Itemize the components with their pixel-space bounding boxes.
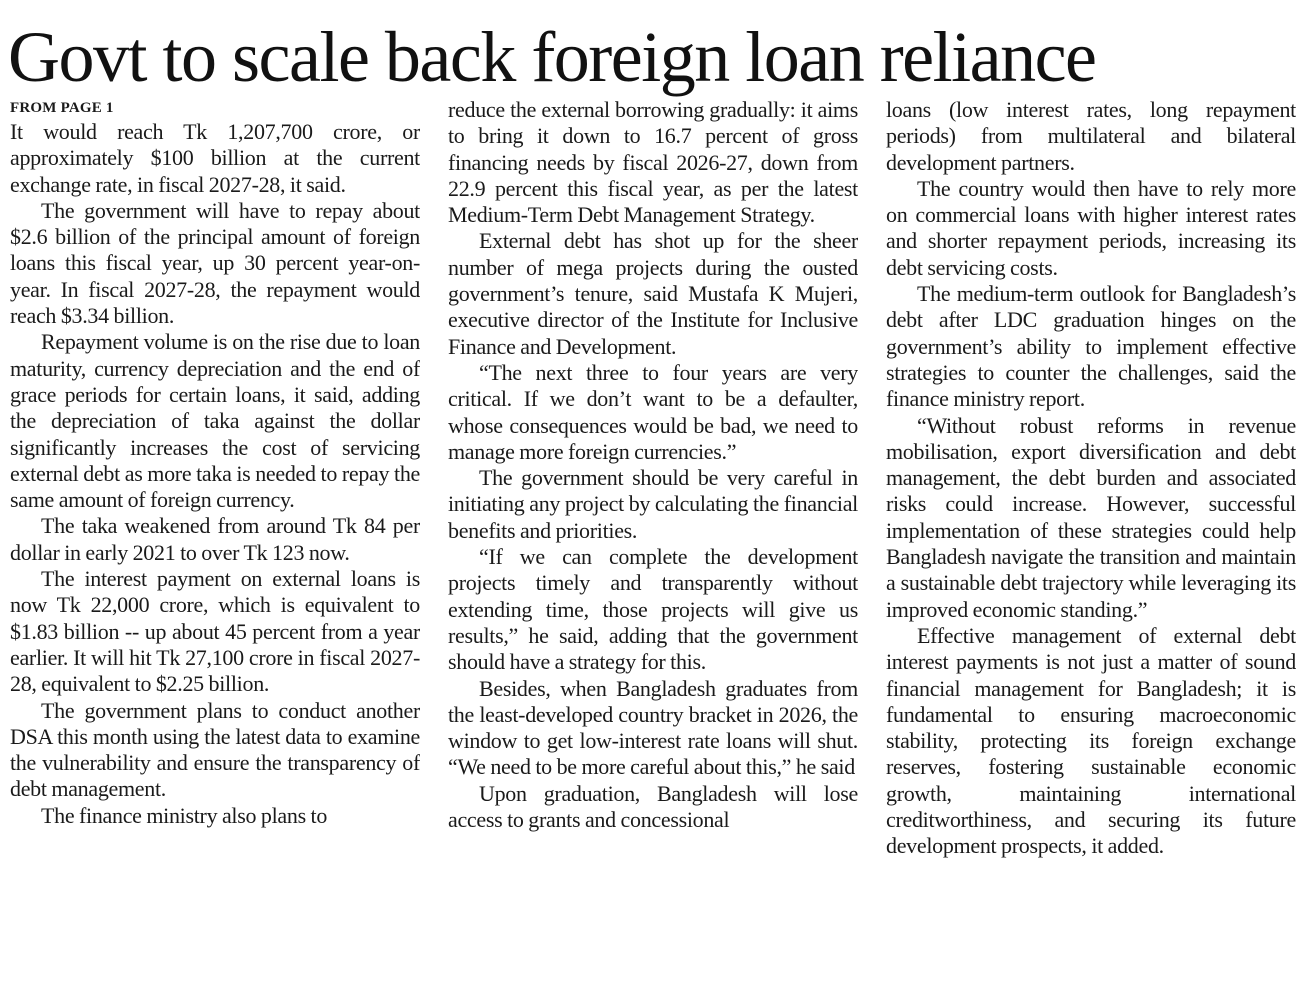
paragraph: The government will have to repay about $2.6 billion of the principal amount of foreign loans this fiscal year, up 30 percent year-on-year. In fiscal 2027-28, the repayment would reach $3.34 billion.: [10, 197, 420, 329]
paragraph: The interest payment on external loans is now Tk 22,000 crore, which is equivalent to $1.83 billion -- up about 45 percent from a year earlier. It will hit Tk 27,100 crore in fiscal 2027-28, equivalent to $2.25 billion.: [10, 566, 420, 697]
paragraph: Effective management of external debt interest payments is not just a matter of sound financial management for Bangladesh; it is fundamental to ensuring macroeconomic stability, protecting its foreign exchange reserves, fostering sustainable economic growth, maintaining international creditworthiness, and securing its future development prospects, it added.: [886, 622, 1296, 859]
paragraph: reduce the external borrowing gradually: it aims to bring it down to 16.7 percent of gross financing needs by fiscal 2026-27, down from 22.9 percent this fiscal year, as per the latest Medium-Term Debt Management Strategy.: [448, 97, 858, 228]
paragraph: Besides, when Bangladesh graduates from the least-developed country bracket in 2026, the window to get low-interest rate loans will shut. “We need to be more careful about this,” he said: [448, 675, 858, 780]
article-column-2: [448, 97, 858, 1002]
paragraph: loans (low interest rates, long repayment periods) from multilateral and bilateral development partners.: [886, 97, 1296, 175]
paragraph: Upon graduation, Bangladesh will lose access to grants and concessional: [448, 780, 858, 833]
paragraph: “The next three to four years are very critical. If we don’t want to be a defaulter, whose consequences would be bad, we need to manage more foreign currencies.”: [448, 359, 858, 464]
paragraph: “Without robust reforms in revenue mobilisation, export diversification and debt management, the debt burden and associated risks could increase. However, successful implementation of these strategies could help Bangladesh navigate the transition and maintain a sustainable debt trajectory while leveraging its improved economic standing.”: [886, 412, 1296, 622]
paragraph: The medium-term outlook for Bangladesh’s debt after LDC graduation hinges on the government’s ability to implement effective strategies to counter the challenges, said the finance ministry report.: [886, 281, 1296, 412]
paragraph: “If we can complete the development projects timely and transparently without extending time, those projects will give us results,” he said, adding that the government should have a strategy for this.: [448, 544, 858, 675]
paragraph: The finance ministry also plans to: [41, 802, 328, 828]
headline: Govt to scale back foreign loan reliance: [8, 17, 1096, 97]
paragraph: Repayment volume is on the rise due to loan maturity, currency depreciation and the end of grace periods for certain loans, it said, adding the depreciation of taka against the dollar significantly increases the cost of servicing external debt as more taka is needed to repay the same amount of foreign currency.: [10, 329, 420, 513]
paragraph: The taka weakened from around Tk 84 per dollar in early 2021 to over Tk 123 now.: [10, 513, 420, 565]
article-column-1: [10, 97, 420, 1002]
paragraph: The government should be very careful in initiating any project by calculating the financial benefits and priorities.: [448, 465, 858, 543]
paragraph: The government plans to conduct another DSA this month using the latest data to examine the vulnerability and ensure the transparency of debt management.: [10, 697, 420, 802]
article-column-3: [886, 97, 1296, 1002]
continuation-kicker: FROM PAGE 1: [10, 100, 114, 116]
paragraph: External debt has shot up for the sheer number of mega projects during the ousted government’s tenure, said Mustafa K Mujeri, executive director of the Institute for Inclusive Finance and Development.: [448, 228, 858, 359]
paragraph: The country would then have to rely more on commercial loans with higher interest rates and shorter repayment periods, increasing its debt servicing costs.: [886, 175, 1296, 280]
paragraph: It would reach Tk 1,207,700 crore, or approximately $100 billion at the current exchange rate, in fiscal 2027-28, it said.: [10, 119, 420, 197]
